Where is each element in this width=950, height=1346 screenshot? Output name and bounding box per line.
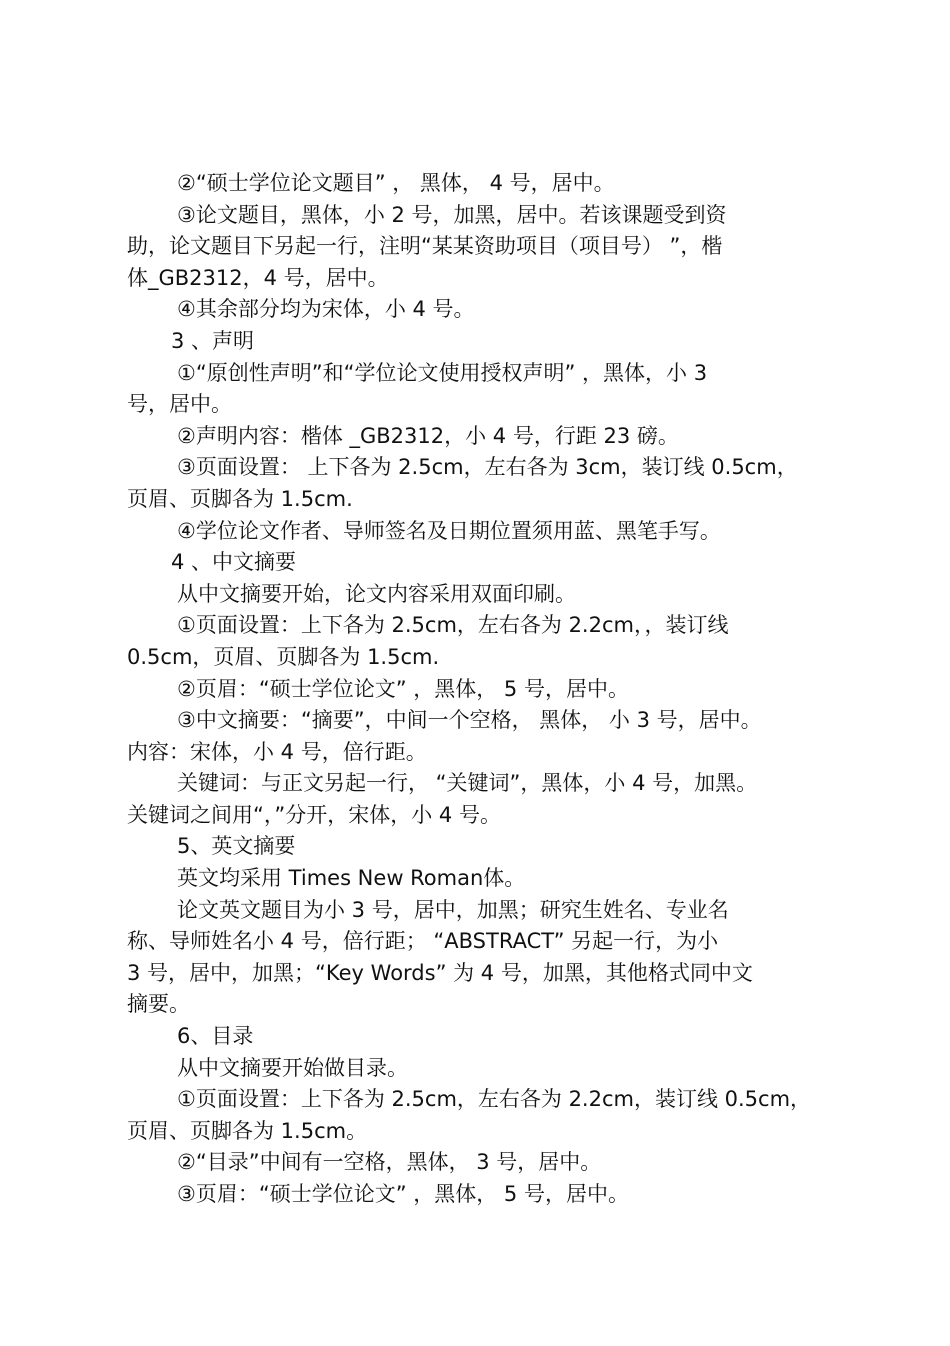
- text-line: ④其余部分均为宋体，小 4 号。: [177, 297, 475, 322]
- text-line: 3 、声明: [171, 328, 255, 353]
- text-line: ①“原创性声明”和“学位论文使用授权声明” ，黑体，小 3: [177, 360, 708, 385]
- text-line: ①页面设置：上下各为 2.5cm，左右各为 2.2cm，，装订线: [177, 613, 729, 638]
- text-line: 从中文摘要开始做目录。: [177, 1055, 408, 1080]
- text-line: ②页眉：“硕士学位论文” ，黑体， 5 号，居中。: [177, 676, 629, 701]
- text-line: 英文均采用 Times New Roman体。: [177, 866, 526, 891]
- text-line: ①页面设置：上下各为 2.5cm，左右各为 2.2cm，装订线 0.5cm，: [177, 1087, 812, 1112]
- text-line: ②“硕士学位论文题目” ， 黑体， 4 号，居中。: [177, 171, 615, 195]
- text-line: 3 号，居中，加黑；“Key Words” 为 4 号，加黑，其他格式同中文: [127, 960, 753, 985]
- text-line: 摘要。: [127, 992, 190, 1017]
- text-line: 论文英文题目为小 3 号，居中，加黑；研究生姓名、专业名: [177, 897, 729, 922]
- text-line: 助，论文题目下另起一行，注明“某某资助项目（项目号） ”，楷: [127, 234, 723, 259]
- text-line: ③页眉：“硕士学位论文” ，黑体， 5 号，居中。: [177, 1182, 629, 1206]
- text-line: 内容：宋体，小 4 号，倍行距。: [127, 739, 427, 764]
- text-line: ③中文摘要：“摘要”，中间一个空格， 黑体， 小 3 号，居中。: [177, 708, 762, 733]
- text-line: ②“目录”中间有一空格，黑体， 3 号，居中。: [177, 1150, 602, 1175]
- text-line: 页眉、页脚各为 1.5cm。: [127, 1118, 368, 1143]
- text-line: ③论文题目，黑体，小 2 号，加黑，居中。若该课题受到资: [177, 202, 727, 227]
- text-line: 关键词：与正文另起一行， “关键词”，黑体，小 4 号，加黑。: [177, 771, 758, 796]
- text-line: 从中文摘要开始，论文内容采用双面印刷。: [177, 581, 576, 606]
- text-line: 页眉、页脚各为 1.5cm.: [127, 486, 353, 511]
- text-line: 0.5cm，页眉、页脚各为 1.5cm.: [127, 644, 440, 669]
- text-line: 号，居中。: [127, 392, 232, 417]
- text-line: 6、目录: [177, 1024, 254, 1049]
- text-line: 5、英文摘要: [177, 834, 296, 859]
- text-line: 关键词之间用“，”分开，宋体，小 4 号。: [127, 802, 501, 827]
- text-line: 体_GB2312，4 号，居中。: [127, 265, 389, 290]
- text-line: 称、导师姓名小 4 号，倍行距； “ABSTRACT” 另起一行，为小: [127, 929, 719, 954]
- text-line: 4 、中文摘要: [171, 550, 297, 575]
- document-body: [127, 168, 827, 1211]
- text-line: ③页面设置： 上下各为 2.5cm，左右各为 3cm，装订线 0.5cm，: [177, 455, 798, 480]
- text-line: ②声明内容：楷体 _GB2312，小 4 号，行距 23 磅。: [177, 423, 679, 448]
- text-line: ④学位论文作者、导师签名及日期位置须用蓝、黑笔手写。: [177, 518, 721, 543]
